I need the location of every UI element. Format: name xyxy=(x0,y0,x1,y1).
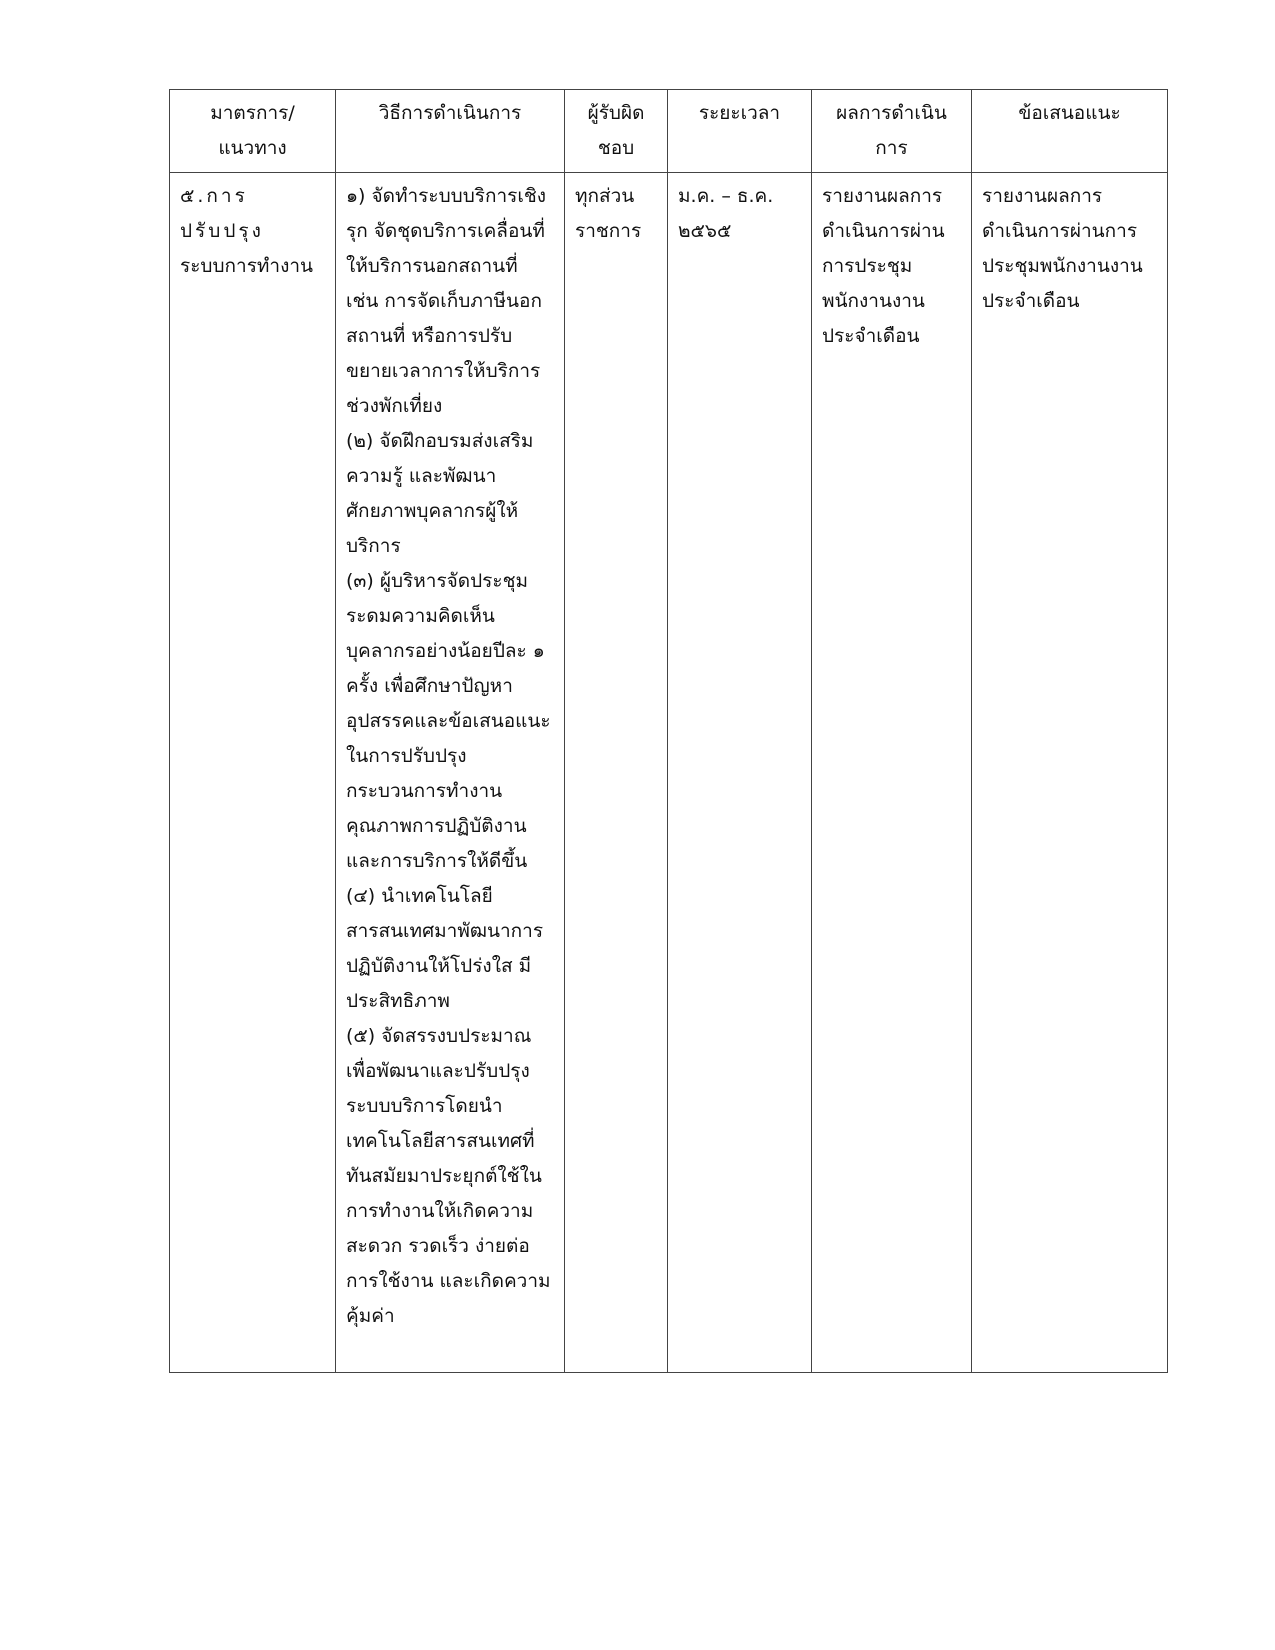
header-result: ผลการดำเนินการ xyxy=(812,90,972,173)
method-item-2: (๒) จัดฝึกอบรมส่งเสริมความรู้ และพัฒนาศักยภาพบุคลากรผู้ให้บริการ xyxy=(346,430,534,557)
suggestion-cell: รายงานผลการดำเนินการผ่านการประชุมพนักงานงานประจำเดือน xyxy=(972,173,1168,1373)
measure-title: ๕.การปรับปรุง xyxy=(180,185,264,242)
header-responsible: ผู้รับผิด ชอบ xyxy=(565,90,668,173)
table-row xyxy=(170,173,1168,1373)
method-item-5: (๕) จัดสรรงบประมาณเพื่อพัฒนาและปรับปรุงระบบบริการโดยนำเทคโนโลยีสารสนเทศที่ทันสมัยมาประยุกต์ใช้ในการทำงานให้เกิดความสะดวก รวดเร็ว ง่ายต่อการใช้งาน และเกิดความคุ้มค่า xyxy=(346,1025,551,1327)
result-cell: รายงานผลการดำเนินการผ่านการประชุมพนักงานงานประจำเดือน xyxy=(812,173,972,1373)
header-period: ระยะเวลา xyxy=(668,90,812,173)
method-item-3: (๓) ผู้บริหารจัดประชุมระดมความคิดเห็นบุคลากรอย่างน้อยปีละ ๑ ครั้ง เพื่อศึกษาปัญหาอุปสรรคและข้อเสนอแนะในการปรับปรุงกระบวนการทำงาน คุณภาพการปฏิบัติงานและการบริการให้ดีขึ้น xyxy=(346,570,551,872)
action-plan-table xyxy=(169,89,1168,1373)
measure-subtitle: ระบบการทำงาน xyxy=(180,255,314,277)
method-item-1: ๑) จัดทำระบบบริการเชิงรุก จัดชุดบริการเคลื่อนที่ให้บริการนอกสถานที่ เช่น การจัดเก็บภาษีนอกสถานที่ หรือการปรับขยายเวลาการให้บริการช่วงพักเที่ยง xyxy=(346,185,547,417)
period-cell: ม.ค. – ธ.ค. ๒๕๖๕ xyxy=(668,173,812,1373)
header-measure: มาตรการ/ แนวทาง xyxy=(170,90,336,173)
header-row xyxy=(170,90,1168,173)
method-item-4: (๔) นำเทคโนโลยีสารสนเทศมาพัฒนาการปฏิบัติงานให้โปร่งใส มีประสิทธิภาพ xyxy=(346,885,544,1012)
header-method: วิธีการดำเนินการ xyxy=(336,90,565,173)
measure-cell xyxy=(170,173,336,1373)
method-cell xyxy=(336,173,565,1373)
responsible-cell: ทุกส่วนราชการ xyxy=(565,173,668,1373)
header-suggestion: ข้อเสนอแนะ xyxy=(972,90,1168,173)
